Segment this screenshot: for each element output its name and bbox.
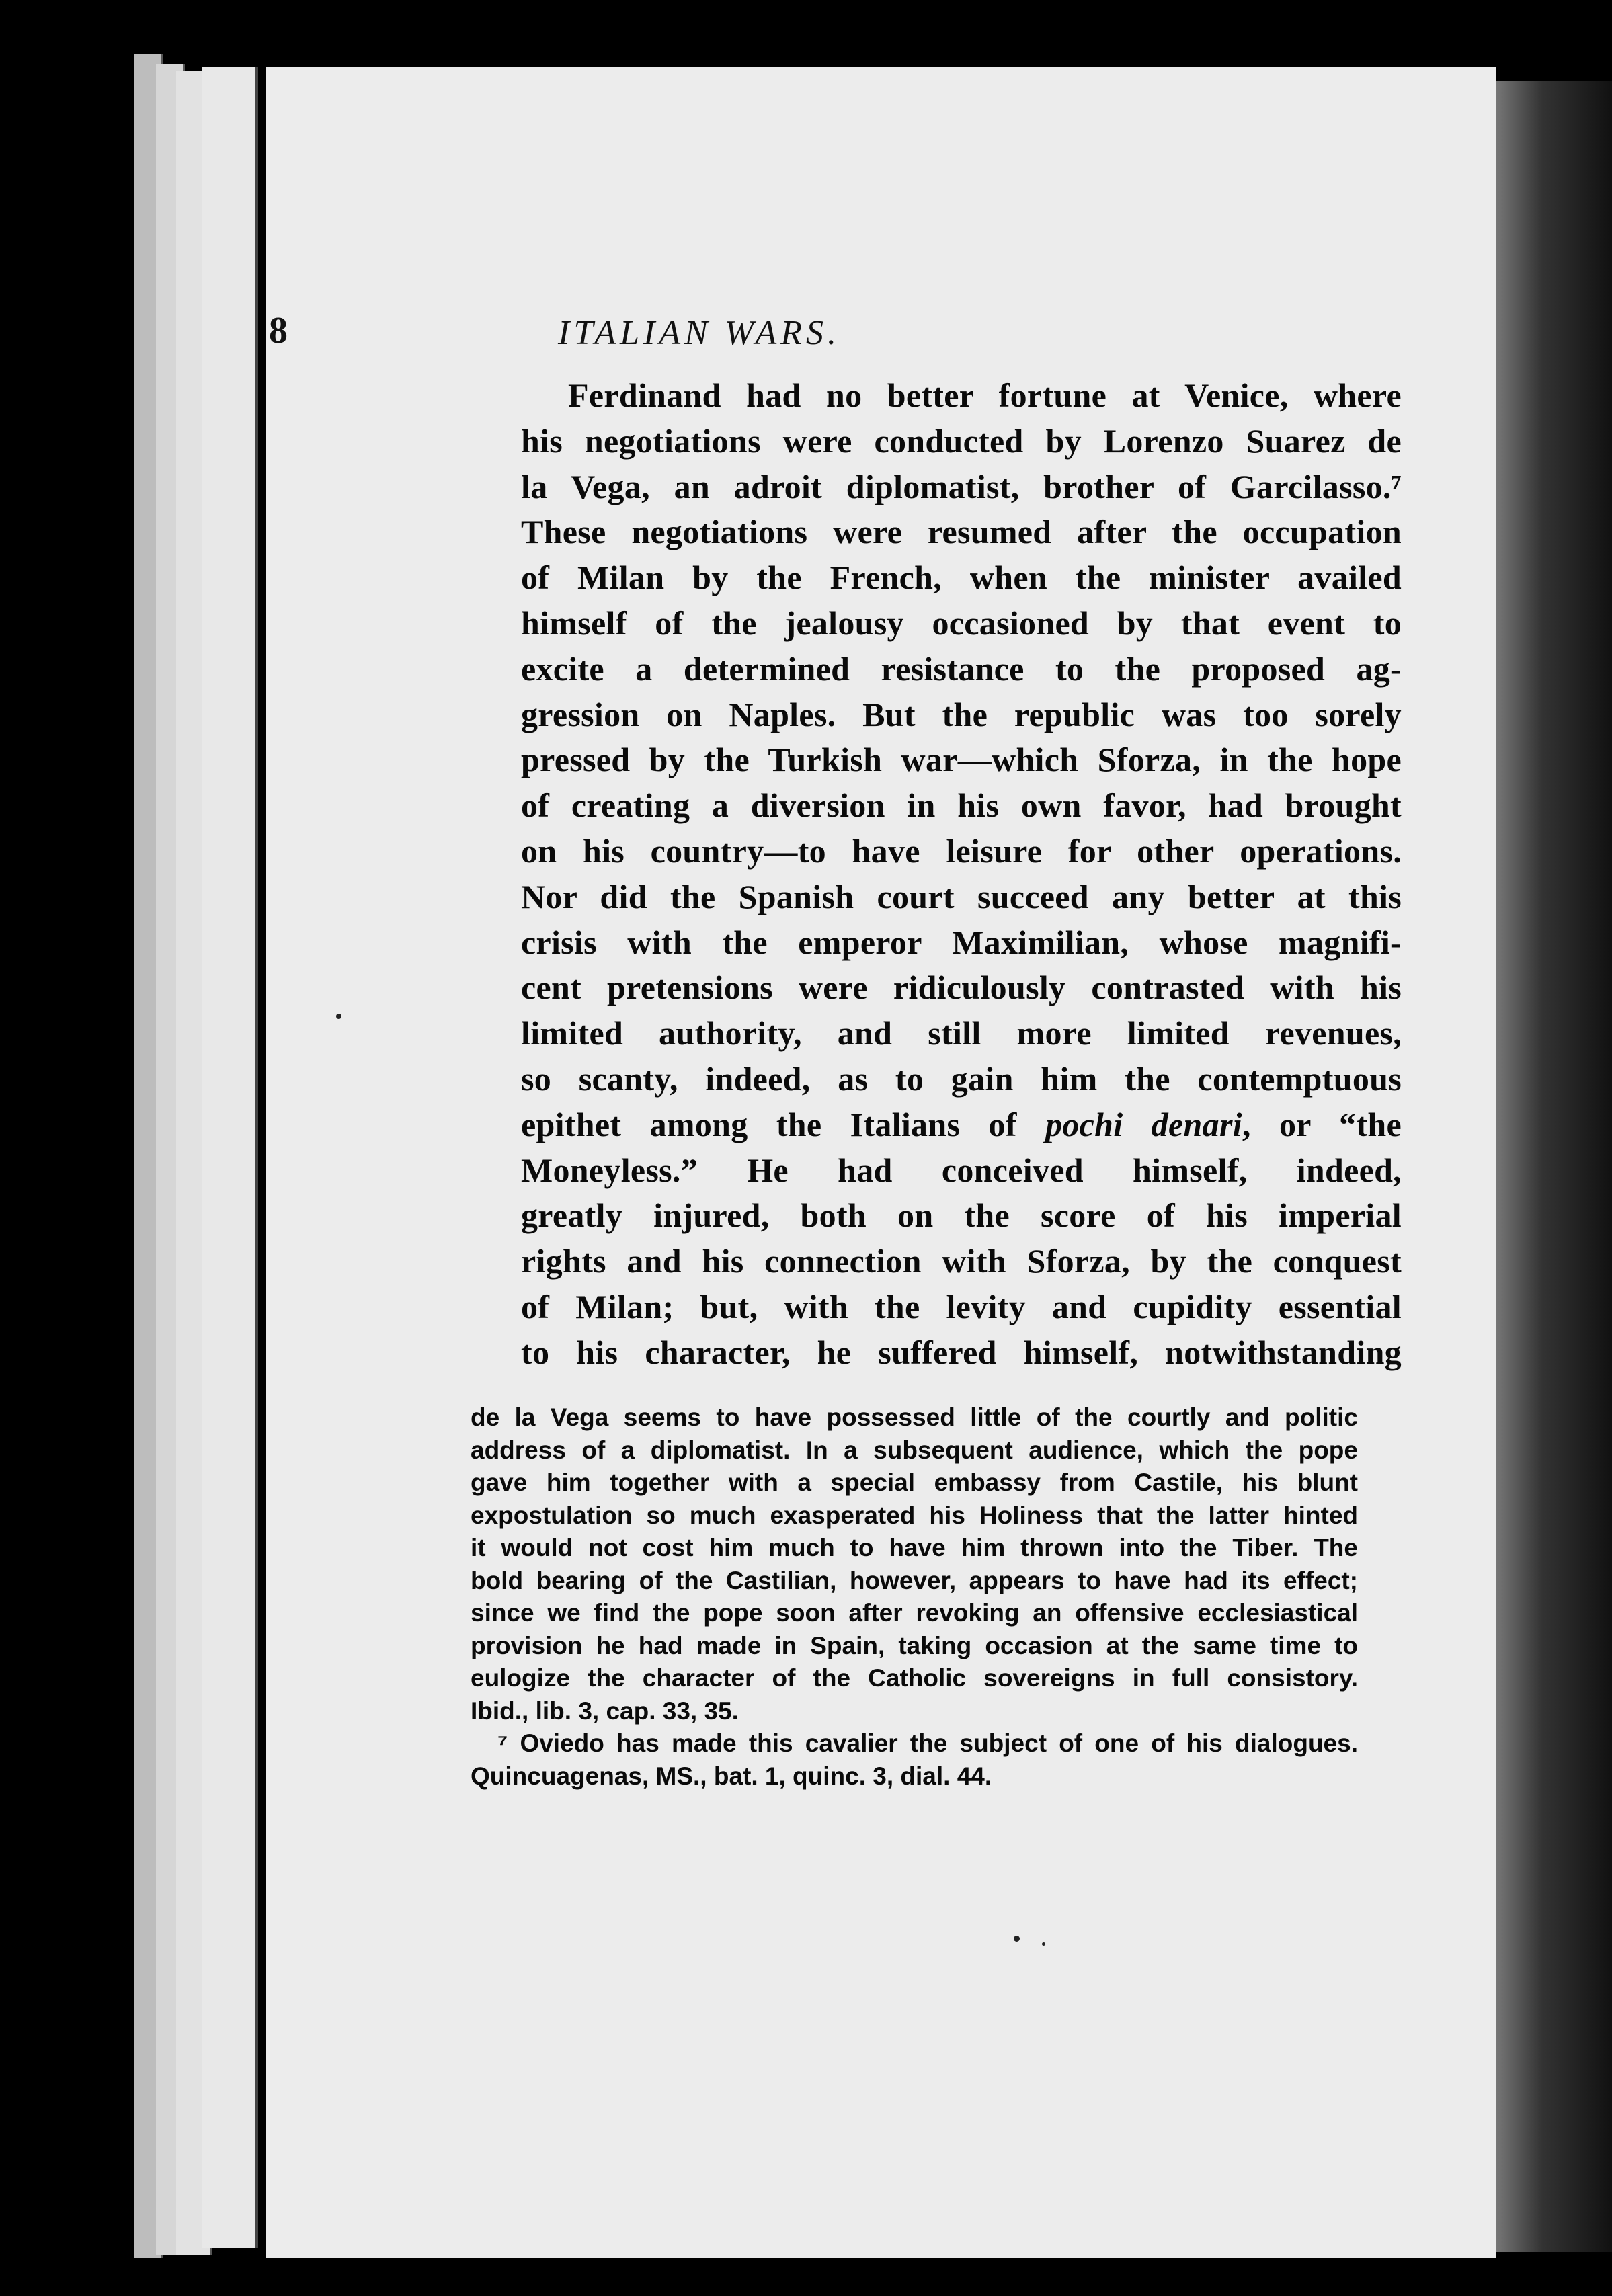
footnote-line: Quincuagenas, MS., bat. 1, quinc. 3, dial. 44. [471, 1762, 992, 1790]
body-line: himself of the jealousy occasioned by that event to [521, 604, 1402, 642]
body-line: his negotiations were conducted by Lorenzo Suarez de [521, 421, 1402, 460]
footnote-line: address of a diplomatist. In a subsequent audience, which the pope [471, 1436, 1358, 1464]
footnote-line: since we find the pope soon after revoking an offensive ecclesiastical [471, 1599, 1358, 1627]
page-number: 8 [269, 310, 288, 352]
body-line: rights and his connection with Sforza, by the conquest [521, 1242, 1402, 1280]
footnotes [471, 1401, 1358, 1793]
body-line: limited authority, and still more limited revenues, [521, 1014, 1402, 1053]
binding-shadow [1496, 81, 1612, 2252]
body-line: of Milan; but, with the levity and cupidity essential [521, 1287, 1402, 1325]
footnote-line: it would not cost him much to have him thrown into the Tiber. The [471, 1534, 1358, 1561]
italic-phrase: pochi denari [1045, 1105, 1242, 1143]
body-line: Moneyless.” He had conceived himself, indeed, [521, 1151, 1402, 1189]
body-text-span: , or “the [1242, 1105, 1402, 1143]
scan-speck [336, 1014, 341, 1019]
page-header [269, 309, 1143, 363]
body-line: pressed by the Turkish war—which Sforza, in the hope [521, 741, 1402, 779]
body-text [521, 373, 1402, 1376]
body-line: These negotiations were resumed after the occupation [521, 513, 1402, 551]
body-line: gression on Naples. But the republic was too sorely [521, 695, 1402, 733]
scan-speck [1014, 1936, 1020, 1942]
body-line: Nor did the Spanish court succeed any better at this [521, 877, 1402, 915]
body-line: so scanty, indeed, as to gain him the contemptuous [521, 1059, 1402, 1098]
body-line: Ferdinand had no better fortune at Venice, where [568, 376, 1402, 414]
body-line: la Vega, an adroit diplomatist, brother of Garcilasso.⁷ [521, 467, 1402, 505]
page-edge [202, 67, 258, 2248]
footnote-line: provision he had made in Spain, taking occasion at the same time to [471, 1631, 1358, 1659]
body-line: crisis with the emperor Maximilian, whose magnifi- [521, 923, 1402, 961]
footnote-line: de la Vega seems to have possessed little of the courtly and politic [471, 1403, 1358, 1431]
body-line: to his character, he suffered himself, notwithstanding [521, 1333, 1402, 1371]
body-line: of creating a diversion in his own favor, had brought [521, 786, 1402, 825]
footnote-line: Ibid., lib. 3, cap. 33, 35. [471, 1696, 739, 1725]
body-line: on his country—to have leisure for other operations. [521, 831, 1402, 870]
footnote-line: eulogize the character of the Catholic sovereigns in full consistory. [471, 1664, 1358, 1692]
footnote-line: ⁷ Oviedo has made this cavalier the subject of one of his dialogues. [497, 1729, 1358, 1757]
body-line: excite a determined resistance to the proposed ag- [521, 649, 1402, 688]
body-line: greatly injured, both on the score of his imperial [521, 1196, 1402, 1235]
scan-speck [1042, 1942, 1045, 1946]
body-line-with-italic [521, 1102, 1402, 1148]
body-line: of Milan by the French, when the minister availed [521, 559, 1402, 597]
footnote-line: gave him together with a special embassy from Castile, his blunt [471, 1469, 1358, 1496]
body-text-span: epithet among the Italians of [521, 1105, 1017, 1143]
footnote-line: bold bearing of the Castilian, however, appears to have had its effect; [471, 1566, 1358, 1594]
body-line: cent pretensions were ridiculously contrasted with his [521, 969, 1402, 1007]
running-head: ITALIAN WARS. [558, 314, 841, 352]
footnote-line: expostulation so much exasperated his Holiness that the latter hinted [471, 1501, 1358, 1529]
